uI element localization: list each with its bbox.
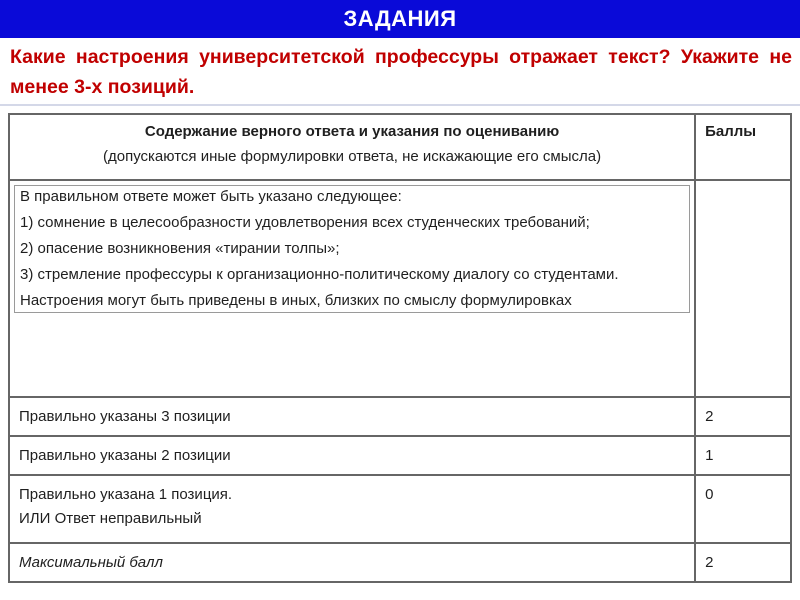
max-score-row (9, 543, 791, 582)
score-cell: 0 (695, 475, 791, 543)
score-header-cell (695, 114, 791, 180)
table-header-row (9, 114, 791, 180)
answer-item-2: 2) опасение возникновения «тирании толпы»; (20, 240, 340, 257)
score-header-title: Баллы (705, 123, 757, 140)
answer-score-cell (695, 180, 791, 397)
answer-content-box (14, 185, 690, 313)
score-cell: 1 (695, 436, 791, 475)
answer-content-cell (9, 180, 695, 397)
table-row (9, 436, 791, 475)
answer-item-1: 1) сомнение в целесообразности удовлетворения всех студенческих требований; (20, 214, 590, 231)
content-header-title: Содержание верного ответа и указания по оцениванию (144, 123, 560, 140)
title-banner (0, 0, 800, 38)
page-title: ЗАДАНИЯ (343, 6, 457, 31)
criterion-line-1: Правильно указана 1 позиция. (19, 486, 233, 503)
criterion-line-2: ИЛИ Ответ неправильный (19, 510, 202, 527)
criterion-cell: Правильно указаны 2 позиции (9, 436, 695, 475)
score-cell: 2 (695, 397, 791, 436)
criterion-cell (9, 475, 695, 543)
answer-note: Настроения могут быть приведены в иных, близких по смыслу формулировках (20, 292, 572, 309)
answer-intro: В правильном ответе может быть указано следующее: (20, 188, 402, 205)
answer-item-3: 3) стремление профессуры к организационно-политическому диалогу со студентами. (20, 266, 619, 283)
max-score-value: 2 (695, 543, 791, 582)
question-text: Какие настроения университетской профессуры отражает текст? Укажите не менее 3-х позиций. (10, 46, 792, 98)
answer-content-row (9, 180, 791, 397)
max-score-label: Максимальный балл (9, 543, 695, 582)
grading-table (8, 113, 792, 583)
content-header-cell (9, 114, 695, 180)
table-row (9, 475, 791, 543)
criterion-cell: Правильно указаны 3 позиции (9, 397, 695, 436)
table-row (9, 397, 791, 436)
divider (0, 104, 800, 106)
content-header-subtitle: (допускаются иные формулировки ответа, не искажающие его смысла) (103, 148, 602, 165)
